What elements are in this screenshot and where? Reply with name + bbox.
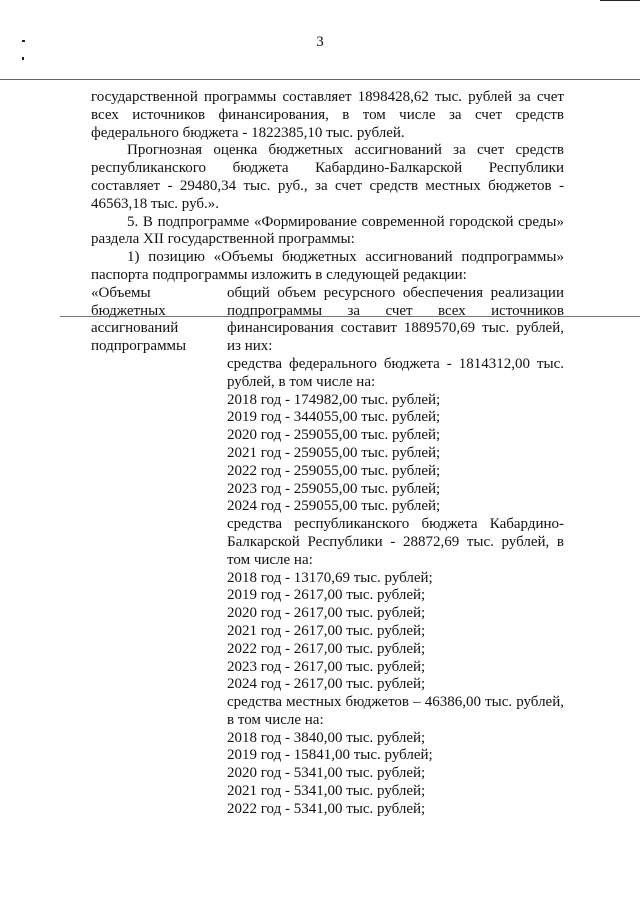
republic-year-line: 2021 год - 2617,00 тыс. рублей; (227, 622, 426, 639)
local-year-line: 2021 год - 5341,00 тыс. рублей; (227, 783, 426, 800)
paragraph-4: 1) позицию «Объемы бюджетных ассигнований подпрограммы» паспорта подпрограммы изложить в следующей редакции: (91, 249, 564, 283)
passport-label-cell (91, 285, 227, 819)
passport-label-line: бюджетных (91, 302, 166, 319)
scan-mark-mid-left (22, 57, 24, 60)
local-funding-header: средства местных бюджетов – 46386,00 тыс. рублей, в том числе на: (227, 694, 564, 728)
paragraph-1: государственной программы составляет 1898428,62 тыс. рублей за счет всех источников финансирования, в том числе за счет средств федерального бюджета - 1822385,10 тыс. рублей. (91, 89, 564, 141)
republic-year-line: 2022 год - 2617,00 тыс. рублей; (227, 640, 426, 657)
local-year-line: 2022 год - 5341,00 тыс. рублей; (227, 800, 426, 817)
federal-year-line: 2021 год - 259055,00 тыс. рублей; (227, 444, 441, 461)
republic-year-line: 2018 год - 13170,69 тыс. рублей; (227, 569, 433, 586)
passport-label-line: «Объемы (91, 284, 151, 301)
total-funding: общий объем ресурсного обеспечения реализации подпрограммы за счет всех источников финансирования составит 1889570,69 тыс. рублей, из них: (227, 284, 564, 355)
passport-label-line: ассигнований (91, 320, 179, 337)
passport-table (91, 285, 564, 819)
federal-year-line: 2019 год - 344055,00 тыс. рублей; (227, 409, 441, 426)
republic-year-line: 2020 год - 2617,00 тыс. рублей; (227, 605, 426, 622)
republic-year-line: 2019 год - 2617,00 тыс. рублей; (227, 587, 426, 604)
local-year-line: 2019 год - 15841,00 тыс. рублей; (227, 747, 433, 764)
scan-mark-top-right (600, 0, 640, 1)
document-body (91, 89, 564, 819)
passport-value-cell (227, 285, 564, 819)
republic-year-line: 2023 год - 2617,00 тыс. рублей; (227, 658, 426, 675)
federal-year-line: 2022 год - 259055,00 тыс. рублей; (227, 462, 441, 479)
local-year-line: 2020 год - 5341,00 тыс. рублей; (227, 765, 426, 782)
republic-year-line: 2024 год - 2617,00 тыс. рублей; (227, 676, 426, 693)
federal-funding-header: средства федерального бюджета - 1814312,00 тыс. рублей, в том числе на: (227, 355, 564, 390)
paragraph-2: Прогнозная оценка бюджетных ассигнований за счет средств республиканского бюджета Кабардино-Балкарской Республики составляет - 29480,34 тыс. руб., за счет средств местных бюджетов - 46563,18 тыс. руб.». (91, 142, 564, 212)
header-rule (0, 79, 640, 80)
republic-funding-header: средства республиканского бюджета Кабардино-Балкарской Республики - 28872,69 тыс. рублей, в том числе на: (227, 516, 564, 568)
federal-year-line: 2020 год - 259055,00 тыс. рублей; (227, 427, 441, 444)
federal-year-line: 2024 год - 259055,00 тыс. рублей; (227, 498, 441, 515)
page-number: 3 (316, 34, 324, 50)
paragraph-3: 5. В подпрограмме «Формирование современной городской среды» раздела XII государственной программы: (91, 213, 564, 248)
federal-year-line: 2023 год - 259055,00 тыс. рублей; (227, 480, 441, 497)
local-year-line: 2018 год - 3840,00 тыс. рублей; (227, 729, 426, 746)
passport-label-line: подпрограммы (91, 338, 187, 355)
federal-year-line: 2018 год - 174982,00 тыс. рублей; (227, 391, 441, 408)
